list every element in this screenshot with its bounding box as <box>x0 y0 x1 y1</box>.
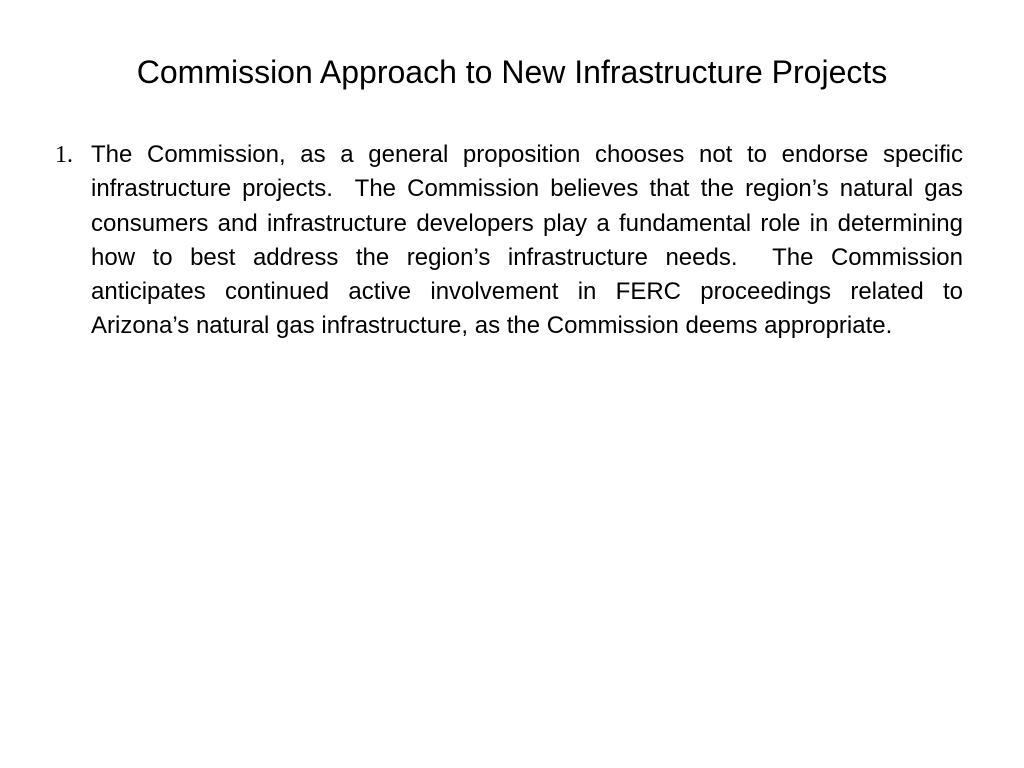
list-item-text: The Commission, as a general proposition chooses not to endorse specific infrastructure projects. The Commission believes that the region’s natural gas consumers and infrastructure developers play a fundamental role in determining how to best address the region’s infrastructure needs. The Commission anticipates continued active involvement in FERC proceedings related to Arizona’s natural gas infrastructure, as the Commission deems appropriate. <box>91 141 970 340</box>
numbered-list-item <box>55 138 970 344</box>
list-number: 1. <box>55 142 73 168</box>
slide-title: Commission Approach to New Infrastructure Projects <box>136 54 888 90</box>
